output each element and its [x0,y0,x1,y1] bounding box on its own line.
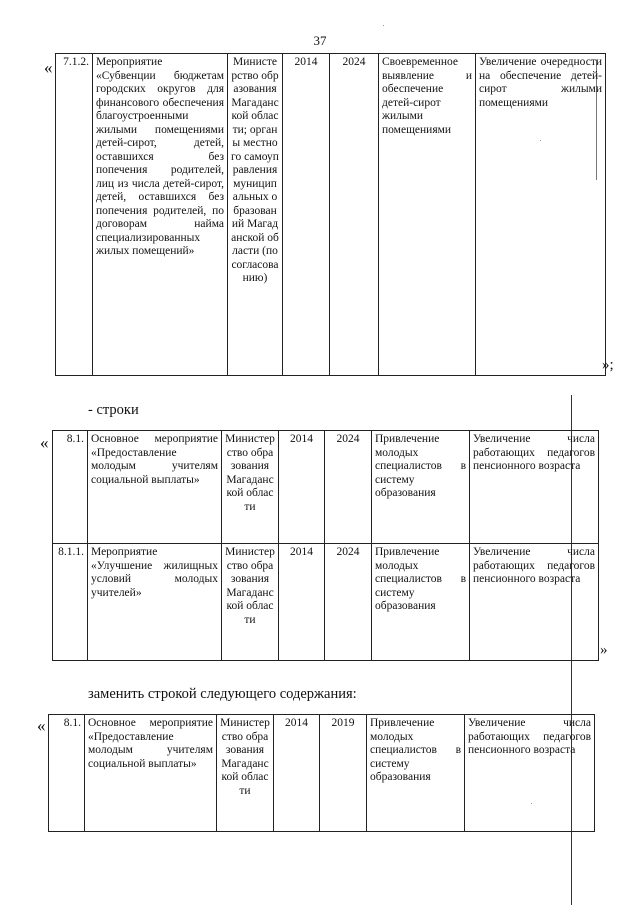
close-quote-mark: » [600,642,608,658]
cell-number: 8.1. [53,431,88,544]
cell-consequence: Увеличение очередности на обеспечение детей-сирот жилыми помещениями [476,54,606,376]
cell-end-year: 2024 [325,544,372,661]
cell-start-year: 2014 [274,715,320,832]
cell-expected-result: Привлечение молодых специалистов в систему образования [372,431,470,544]
cell-consequence: Увеличение числа работающих педагогов пенсионного возраста [470,431,599,544]
cell-end-year: 2024 [325,431,372,544]
open-quote-mark: « [44,58,53,77]
table-row [53,431,599,544]
cell-executor: Министерство образования Магаданской области [217,715,274,832]
cell-consequence: Увеличение числа работающих педагогов пенсионного возраста [470,544,599,661]
scan-speck [383,25,384,26]
rows-heading: - строки [88,402,139,418]
open-quote-mark: « [37,716,46,735]
table-row [53,544,599,661]
table-row-8-1-replacement [48,714,595,832]
open-quote-mark: « [40,433,49,452]
cell-end-year: 2019 [320,715,367,832]
close-quote-mark: »; [602,357,614,373]
cell-number: 7.1.2. [56,54,93,376]
cell-executor: Министерство образования Магаданской области; органы местного самоуправления муниципальных образований Магаданской области (по согласованию) [228,54,283,376]
table-row [49,715,595,832]
cell-expected-result: Привлечение молодых специалистов в систему образования [372,544,470,661]
table-rows-8-1 [52,430,599,661]
cell-start-year: 2014 [279,431,325,544]
cell-activity-name: Основное мероприятие «Предоставление молодым учителям социальной выплаты» [85,715,217,832]
cell-expected-result: Своевременное выявление и обеспечение детей-сирот жилыми помещениями [379,54,476,376]
cell-consequence: Увеличение числа работающих педагогов пенсионного возраста [465,715,595,832]
cell-activity-name: Мероприятие «Улучшение жилищных условий молодых учителей» [88,544,222,661]
cell-end-year: 2024 [330,54,379,376]
cell-number: 8.1.1. [53,544,88,661]
table-row-7-1-2 [55,53,606,376]
cell-start-year: 2014 [279,544,325,661]
page-number: 37 [313,33,327,48]
cell-expected-result: Привлечение молодых специалистов в систему образования [367,715,465,832]
cell-executor: Министерство образования Магаданской области [222,544,279,661]
replace-instruction: заменить строкой следующего содержания: [88,686,357,702]
cell-number: 8.1. [49,715,85,832]
cell-activity-name: Основное мероприятие «Предоставление молодым учителям социальной выплаты» [88,431,222,544]
cell-start-year: 2014 [283,54,330,376]
cell-executor: Министерство образования Магаданской области [222,431,279,544]
cell-activity-name: Мероприятие «Субвенции бюджетам городских округов для финансового обеспечения благоустроенными жилыми помещениями детей-сирот, детей, оставшихся без попечения родителей, лиц из числа детей-сирот, детей, оставшихся без попечения родителей, по договорам найма специализированных жилых помещений» [93,54,228,376]
table-row [56,54,606,376]
